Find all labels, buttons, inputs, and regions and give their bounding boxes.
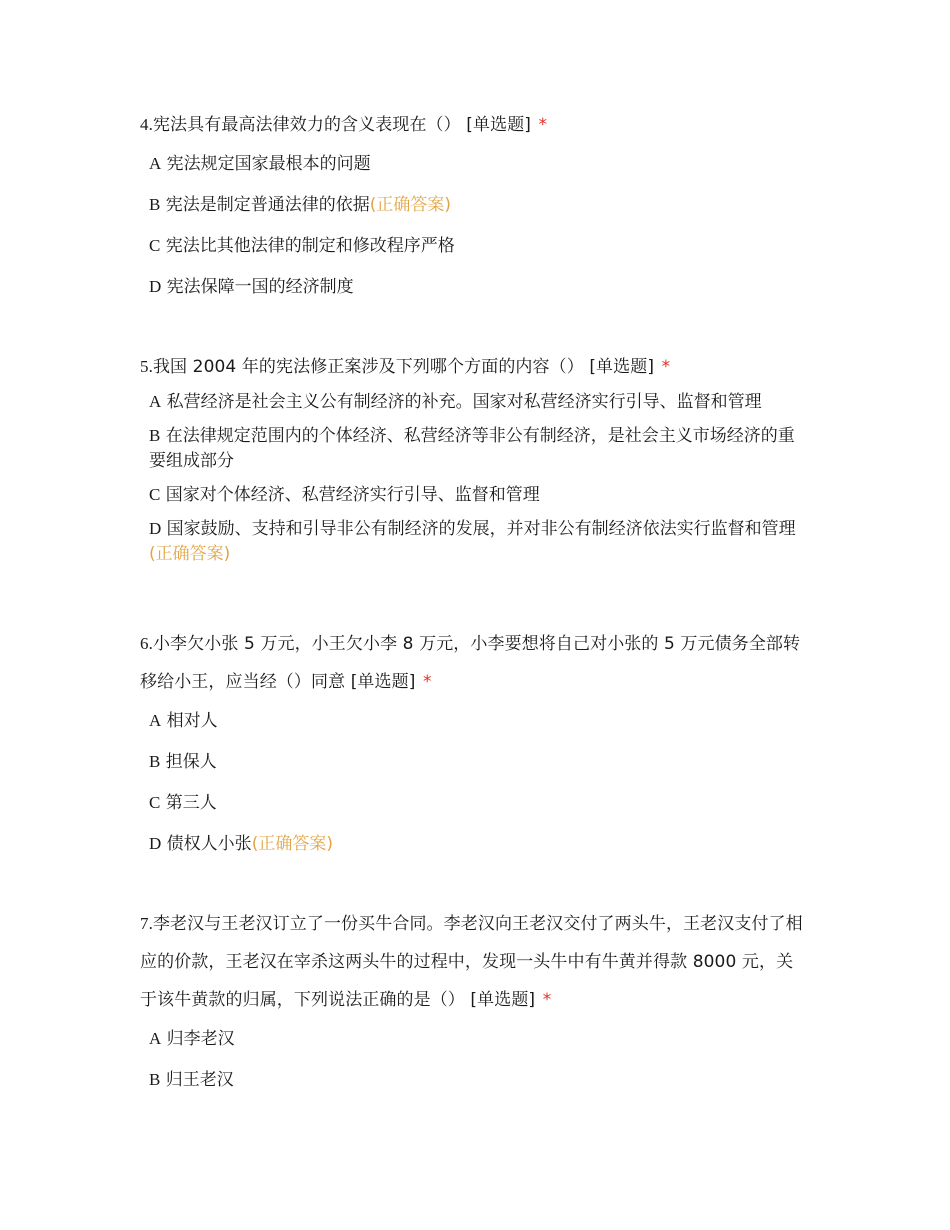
correct-answer-tag: (正确答案)	[251, 834, 333, 854]
required-marker: *	[542, 990, 552, 1010]
option-text: 归李老汉	[161, 1029, 235, 1049]
option-list	[140, 708, 810, 857]
option-c[interactable]	[140, 482, 810, 508]
option-c[interactable]	[140, 233, 810, 259]
option-text: 归王老汉	[160, 1070, 234, 1090]
question-7	[140, 905, 810, 1108]
option-letter: B	[149, 195, 161, 214]
option-text: 相对人	[161, 711, 218, 731]
question-text: 小李欠小张 5 万元，小王欠小李 8 万元，小李要想将自己对小张的 5 万元债务全部转移给小王，应当经（）同意 [单选题]	[140, 634, 801, 692]
option-letter: D	[149, 277, 162, 296]
option-text: 债权人小张	[161, 834, 252, 854]
option-letter: D	[149, 519, 162, 538]
option-letter: C	[149, 485, 161, 504]
question-4	[140, 106, 810, 315]
question-title	[140, 625, 810, 701]
question-text: 我国 2004 年的宪法修正案涉及下列哪个方面的内容（） [单选题]	[152, 357, 655, 377]
option-b[interactable]	[140, 1067, 810, 1093]
question-number: 5.	[140, 357, 153, 376]
option-letter: A	[149, 711, 162, 730]
option-a[interactable]	[140, 708, 810, 734]
question-title	[140, 348, 810, 386]
question-number: 6.	[140, 634, 153, 653]
option-text: 宪法是制定普通法律的依据	[160, 195, 370, 215]
question-number: 7.	[140, 914, 153, 933]
option-text: 国家鼓励、支持和引导非公有制经济的发展，并对非公有制经济依法实行监督和管理	[161, 519, 796, 539]
option-text: 宪法比其他法律的制定和修改程序严格	[160, 236, 455, 256]
correct-answer-tag: (正确答案)	[369, 195, 452, 215]
option-list	[140, 1026, 810, 1093]
option-text: 宪法规定国家最根本的问题	[161, 154, 371, 174]
correct-answer-tag: (正确答案)	[149, 544, 231, 564]
option-d[interactable]	[140, 274, 810, 300]
option-a[interactable]	[140, 389, 810, 415]
question-5	[140, 348, 810, 575]
option-b[interactable]	[140, 749, 810, 775]
option-b[interactable]	[140, 423, 810, 474]
option-list	[140, 151, 810, 300]
option-letter: B	[149, 426, 161, 445]
option-text: 国家对个体经济、私营经济实行引导、监督和管理	[160, 485, 540, 505]
required-marker: *	[422, 672, 432, 692]
option-a[interactable]	[140, 151, 810, 177]
option-d[interactable]	[140, 831, 810, 857]
question-text: 宪法具有最高法律效力的含义表现在（） [单选题]	[152, 115, 532, 135]
required-marker: *	[661, 357, 671, 377]
option-text: 担保人	[160, 752, 217, 772]
option-letter: A	[149, 154, 162, 173]
question-title	[140, 106, 810, 144]
option-letter: B	[149, 752, 161, 771]
option-text: 第三人	[160, 793, 217, 813]
option-text: 宪法保障一国的经济制度	[161, 277, 354, 297]
option-letter: A	[149, 392, 162, 411]
question-title	[140, 905, 810, 1019]
option-letter: A	[149, 1029, 162, 1048]
option-text: 在法律规定范围内的个体经济、私营经济等非公有制经济，是社会主义市场经济的重要组成部分	[149, 426, 795, 471]
question-text: 李老汉与王老汉订立了一份买牛合同。李老汉向王老汉交付了两头牛，王老汉支付了相应的价款，王老汉在宰杀这两头牛的过程中，发现一头牛中有牛黄并得款 8000 元，关于该牛黄款的归属，下列说法正确的是（） [单选题]	[140, 914, 803, 1010]
option-letter: C	[149, 793, 161, 812]
option-text: 私营经济是社会主义公有制经济的补充。国家对私营经济实行引导、监督和管理	[161, 392, 762, 412]
option-b[interactable]	[140, 192, 810, 218]
option-a[interactable]	[140, 1026, 810, 1052]
question-6	[140, 625, 810, 872]
option-letter: C	[149, 236, 161, 255]
option-letter: B	[149, 1070, 161, 1089]
option-list	[140, 389, 810, 567]
option-letter: D	[149, 834, 162, 853]
required-marker: *	[538, 115, 548, 135]
option-d[interactable]	[140, 516, 810, 567]
option-c[interactable]	[140, 790, 810, 816]
question-number: 4.	[140, 115, 153, 134]
